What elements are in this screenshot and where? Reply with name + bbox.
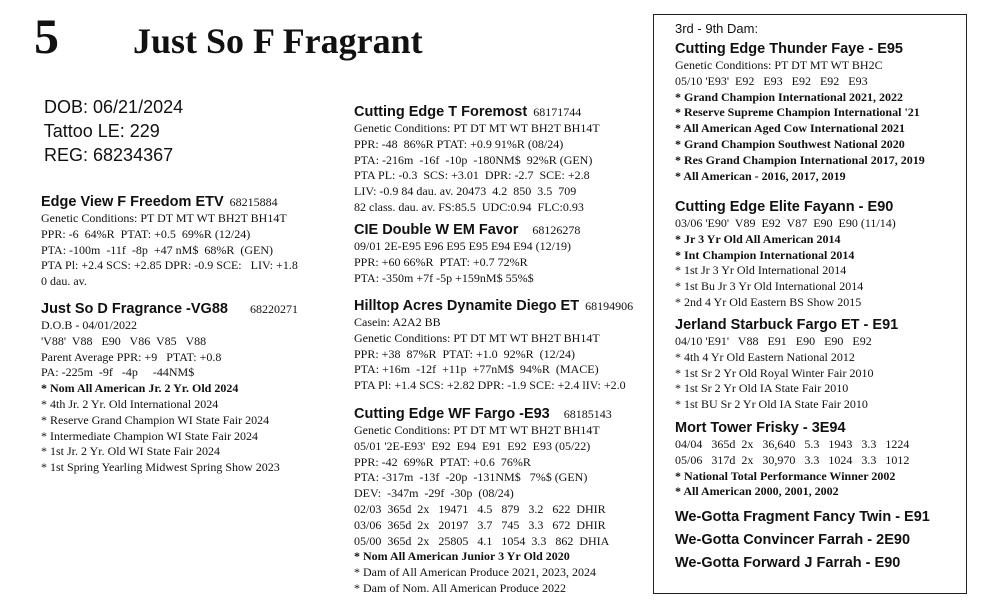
dam-dam-line: PPR: -42 69%R PTAT: +0.6 76%R: [354, 454, 531, 469]
sire-name-row: [41, 193, 341, 211]
tower-frisky-name: Mort Tower Frisky - 3E94: [675, 420, 846, 436]
extra-dams-block: [675, 506, 965, 575]
dam-honor: * 4th Jr. 2 Yr. Old International 2024: [41, 396, 219, 411]
dam-block: [41, 300, 341, 476]
dam-dam-line: 05/01 '2E-E93' E92 E94 E91 E92 E93 (05/22): [354, 438, 591, 453]
thunder-faye-line: 05/10 'E93' E92 E93 E92 E92 E93: [675, 73, 868, 88]
elite-fayann-honor: * Jr 3 Yr Old All American 2014: [675, 231, 841, 246]
dam-sire-line: Genetic Conditions: PT DT MT WT BH2T BH14T: [354, 330, 600, 345]
elite-fayann-block: [675, 198, 965, 311]
starbuck-fargo-block: [675, 316, 965, 413]
sire-sire-name: Cutting Edge T Foremost: [354, 104, 528, 120]
elite-fayann-honor: * 1st Bu Jr 3 Yr Old International 2014: [675, 279, 864, 294]
sire-sire-block: [354, 103, 649, 216]
extra-dam-name: We-Gotta Fragment Fancy Twin - E91: [675, 509, 930, 525]
sire-line: PTA: -100m -11f -8p +47 nM$ 68%R (GEN): [41, 242, 274, 257]
dam-sire-line: PTA: +16m -12f +11p +77nM$ 94%R (MACE): [354, 362, 599, 377]
registration-number: REG: 68234367: [44, 145, 174, 165]
dam-dam-honor: * Dam of Nom. All American Produce 2022: [354, 580, 566, 595]
tower-frisky-line: 05/06 317d 2x 30,970 3.3 1024 3.3 1012: [675, 452, 910, 467]
elite-fayann-honor: * 2nd 4 Yr Old Eastern BS Show 2015: [675, 294, 862, 309]
dam-honor: * Intermediate Champion WI State Fair 2024: [41, 428, 259, 443]
dam-line: Parent Average PPR: +9 PTAT: +0.8: [41, 349, 222, 364]
dam-dam-block: [354, 405, 649, 597]
sire-name: Edge View F Freedom ETV: [41, 194, 224, 210]
sire-dam-name-row: [354, 221, 649, 239]
thunder-faye-line: Genetic Conditions: PT DT MT WT BH2C: [675, 58, 883, 72]
dam-dam-line: PTA: -317m -13f -20p -131NM$ 7%$ (GEN): [354, 470, 588, 485]
dam-honor: * Nom All American Jr. 2 Yr. Old 2024: [41, 381, 239, 396]
dam-name: Just So D Fragrance -VG88: [41, 301, 228, 317]
dam-dam-line: 03/06 365d 2x 20197 3.7 745 3.3 672 DHIR: [354, 517, 606, 532]
sire-sire-line: Genetic Conditions: PT DT MT WT BH2T BH14T: [354, 121, 600, 135]
sire-line: 0 dau. av.: [41, 274, 87, 289]
sire-sire-line: PPR: -48 86%R PTAT: +0.9 91%R (08/24): [354, 136, 564, 151]
starbuck-fargo-line: * 4th 4 Yr Old Eastern National 2012: [675, 349, 855, 364]
sire-sire-line: PTA PL: -0.3 SCS: +3.01 DPR: -2.7 SCE: +2.8: [354, 168, 590, 183]
sire-dam-line: 09/01 2E-E95 E96 E95 E95 E94 E94 (12/19): [354, 239, 571, 253]
dam-sire-name-row: [354, 297, 649, 315]
dam-sire-line: PPR: +38 87%R PTAT: +1.0 92%R (12/24): [354, 346, 575, 361]
tower-frisky-block: [675, 419, 965, 500]
elite-fayann-name: Cutting Edge Elite Fayann - E90: [675, 199, 894, 215]
tattoo: Tattoo LE: 229: [43, 121, 160, 141]
sire-sire-line: 82 class. dau. av. FS:85.5 UDC:0.94 FLC:0.93: [354, 199, 584, 214]
dam-sire-line: Casein: A2A2 BB: [354, 315, 441, 329]
thunder-faye-honor: * Reserve Supreme Champion International '21: [675, 105, 920, 120]
starbuck-fargo-line: * 1st BU Sr 2 Yr Old IA State Fair 2010: [675, 397, 868, 412]
dam-dam-honor: * Nom All American Junior 3 Yr Old 2020: [354, 549, 570, 564]
dam-dam-name: Cutting Edge WF Fargo -E93: [354, 406, 550, 422]
ancestor-dams-title: 3rd - 9th Dam:: [675, 21, 759, 36]
dam-reg: 68220271: [249, 302, 298, 316]
elite-fayann-line: 03/06 'E90' V89 E92 V87 E90 E90 (11/14): [675, 216, 896, 230]
dob: DOB: 06/21/2024: [44, 97, 184, 117]
sire-dam-name: CIE Double W EM Favor: [354, 222, 519, 238]
sire-reg: 68215884: [229, 195, 278, 209]
elite-fayann-honor: * Int Champion International 2014: [675, 247, 855, 262]
thunder-faye-honor: * Grand Champion Southwest National 2020: [675, 136, 905, 151]
extra-dam-name: We-Gotta Forward J Farrah - E90: [675, 555, 901, 571]
thunder-faye-honor: * All American - 2016, 2017, 2019: [675, 168, 846, 183]
sire-block: [41, 193, 341, 290]
sire-line: PPR: -6 64%R PTAT: +0.5 69%R (12/24): [41, 226, 251, 241]
tower-frisky-honor: * All American 2000, 2001, 2002: [675, 484, 839, 499]
dam-honor: * Reserve Grand Champion WI State Fair 2024: [41, 412, 270, 427]
sire-dam-line: PTA: -350m +7f -5p +159nM$ 55%$: [354, 270, 534, 285]
sire-line: PTA Pl: +2.4 SCS: +2.85 DPR: -0.9 SCE: LIV: +1.8: [41, 258, 298, 273]
dam-line: PA: -225m -9f -4p -44NM$: [41, 365, 195, 380]
dam-honor: * 1st Jr. 2 Yr. Old WI State Fair 2024: [41, 444, 220, 459]
starbuck-fargo-line: * 1st Sr 2 Yr Old IA State Fair 2010: [675, 381, 849, 396]
thunder-faye-name: Cutting Edge Thunder Faye - E95: [675, 41, 903, 57]
thunder-faye-honor: * Grand Champion International 2021, 2022: [675, 89, 904, 104]
dam-dam-line: 05/00 365d 2x 25805 4.1 1054 3.3 862 DHIA: [354, 533, 610, 548]
thunder-faye-honor: * All American Aged Cow International 2021: [675, 121, 905, 136]
extra-dam-name: We-Gotta Convincer Farrah - 2E90: [675, 532, 911, 548]
dam-dam-honor: * Dam of All American Produce 2021, 2023, 2024: [354, 565, 596, 580]
sire-sire-line: PTA: -216m -16f -10p -180NM$ 92%R (GEN): [354, 152, 593, 167]
starbuck-fargo-line: 04/10 'E91' V88 E91 E90 E90 E92: [675, 334, 872, 348]
animal-name: Just So F Fragrant: [133, 21, 423, 61]
sire-sire-name-row: [354, 103, 649, 121]
sire-line: Genetic Conditions: PT DT MT WT BH2T BH14T: [41, 211, 287, 225]
identification-line: [34, 71, 211, 167]
elite-fayann-honor: * 1st Jr 3 Yr Old International 2014: [675, 263, 847, 278]
sire-sire-line: LIV: -0.9 84 dau. av. 20473 4.2 850 3.5 709: [354, 184, 577, 199]
starbuck-fargo-name: Jerland Starbuck Fargo ET - E91: [675, 317, 899, 333]
sire-dam-block: [354, 221, 649, 286]
sire-dam-line: PPR: +60 66%R PTAT: +0.7 72%R: [354, 254, 528, 269]
dam-dam-reg: 68185143: [563, 407, 612, 421]
dam-sire-block: [354, 297, 649, 394]
dam-sire-name: Hilltop Acres Dynamite Diego ET: [354, 298, 580, 314]
dam-dam-line: Genetic Conditions: PT DT MT WT BH2T BH14T: [354, 423, 600, 437]
dam-honor: * 1st Spring Yearling Midwest Spring Show 2023: [41, 460, 280, 475]
dam-dam-line: 02/03 365d 2x 19471 4.5 879 3.2 622 DHIR: [354, 501, 606, 516]
sire-sire-reg: 68171744: [533, 105, 582, 119]
dam-name-row: [41, 300, 341, 318]
dam-dam-line: DEV: -347m -29f -30p (08/24): [354, 486, 514, 501]
dam-sire-line: PTA Pl: +1.4 SCS: +2.82 DPR: -1.9 SCE: +2.4 lIV: +2.0: [354, 378, 626, 393]
dam-dam-name-row: [354, 405, 649, 423]
lot-number: 5: [34, 8, 59, 64]
starbuck-fargo-line: * 1st Sr 2 Yr Old Royal Winter Fair 2010: [675, 365, 874, 380]
dam-sire-reg: 68194906: [585, 299, 634, 313]
sire-dam-reg: 68126278: [532, 223, 581, 237]
thunder-faye-honor: * Res Grand Champion International 2017, 2019: [675, 152, 925, 167]
dam-line: D.O.B - 04/01/2022: [41, 318, 137, 332]
thunder-faye-block: [675, 40, 965, 184]
tower-frisky-line: 04/04 365d 2x 36,640 5.3 1943 3.3 1224: [675, 437, 910, 451]
dam-line: 'V88' V88 E90 V86 V85 V88: [41, 333, 207, 348]
tower-frisky-honor: * National Total Performance Winner 2002: [675, 468, 896, 483]
